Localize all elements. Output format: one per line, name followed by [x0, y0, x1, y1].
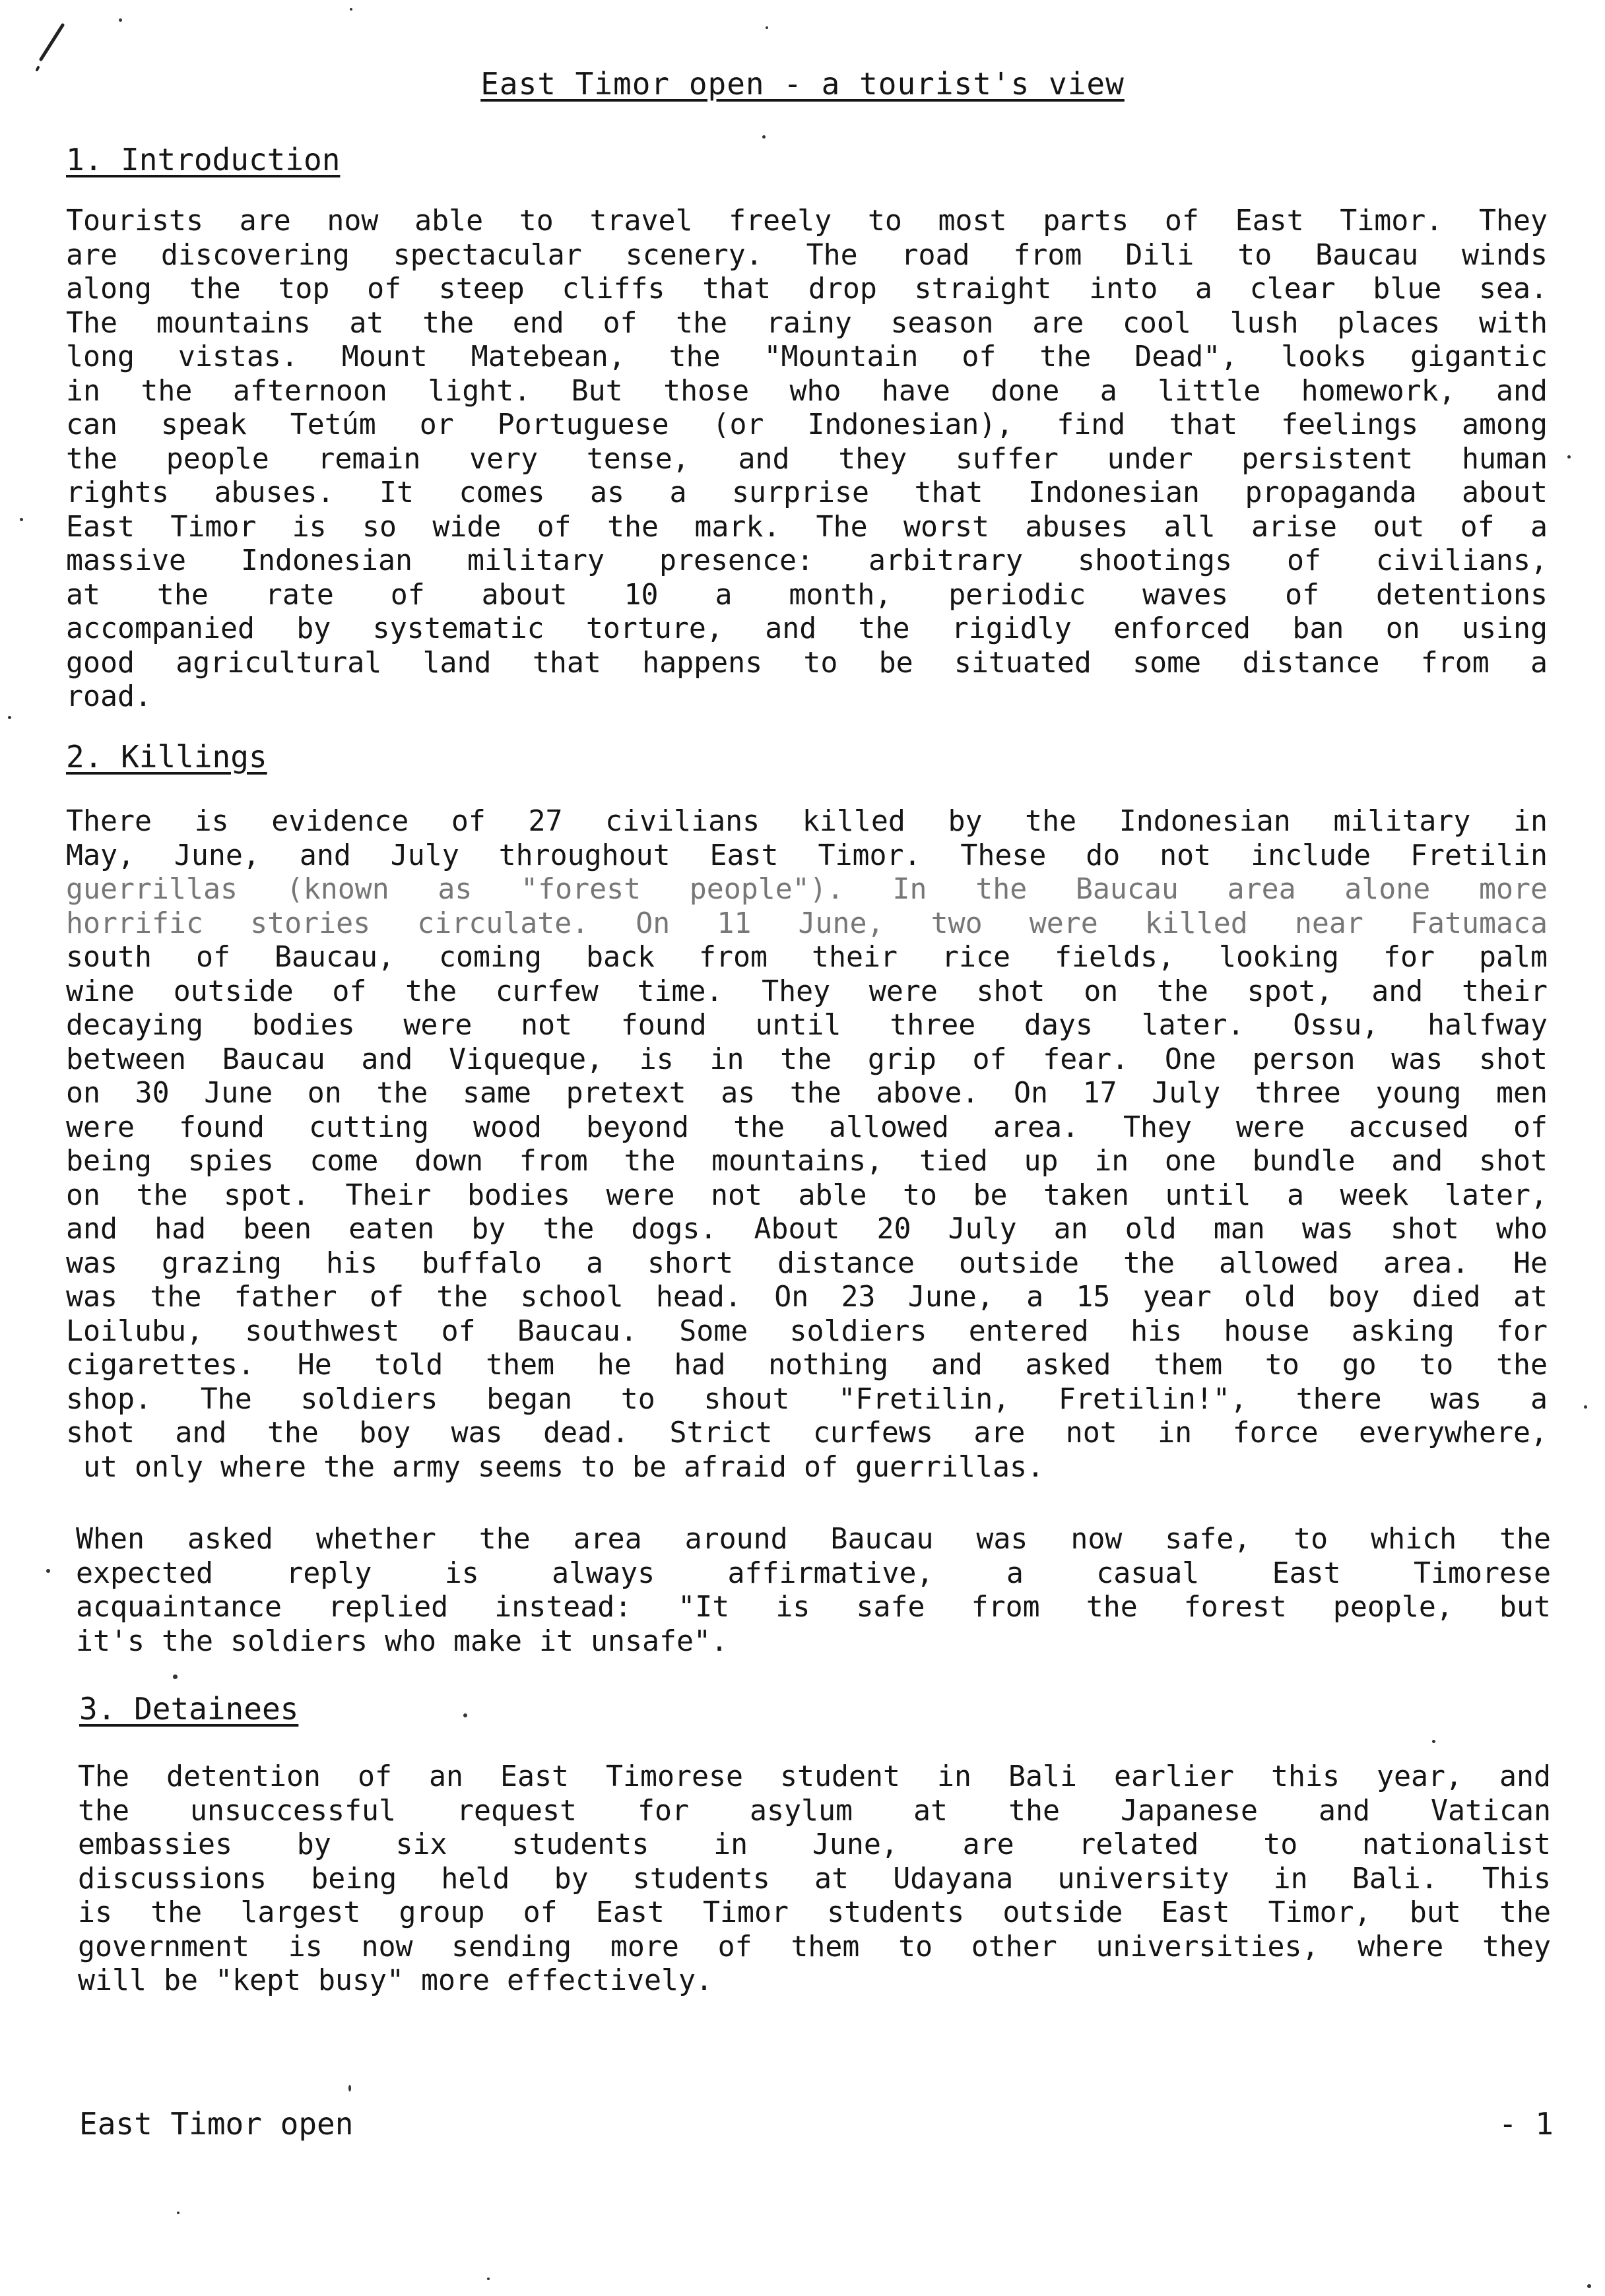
text-line: along the top of steep cliffs that drop straight into a clear blue sea.: [66, 272, 1548, 305]
text-line: East Timor is so wide of the mark. The worst abuses all arise out of a: [66, 510, 1548, 544]
text-line: the unsuccessful request for asylum at the Japanese and Vatican: [78, 1794, 1551, 1828]
text-line: road.: [66, 680, 152, 713]
text-line: in the afternoon light. But those who have done a little homework, and: [66, 374, 1548, 408]
text-line: Tourists are now able to travel freely to most parts of East Timor. They: [66, 205, 1548, 238]
text-line: shop. The soldiers began to shout "Fretilin, Fretilin!", there was a: [66, 1382, 1548, 1416]
text-line: decaying bodies were not found until three days later. Ossu, halfway: [66, 1009, 1548, 1042]
text-line: acquaintance replied instead: "It is safe from the forest people, but: [76, 1591, 1551, 1624]
scan-speck: [463, 1713, 467, 1717]
scan-speck: [8, 716, 11, 719]
paragraph-introduction: [66, 205, 1548, 715]
text-line: good agricultural land that happens to be situated some distance from a: [66, 646, 1548, 680]
text-line: There is evidence of 27 civilians killed by the Indonesian military in: [66, 805, 1548, 838]
text-line: on 30 June on the same pretext as the above. On 17 July three young men: [66, 1077, 1548, 1110]
text-line: Loilubu, southwest of Baucau. Some soldiers entered his house asking for: [66, 1314, 1548, 1348]
scan-speck: [46, 1569, 50, 1573]
text-line: government is now sending more of them to other universities, where they: [78, 1930, 1551, 1963]
text-line: discussions being held by students at Udayana university in Bali. This: [78, 1862, 1551, 1896]
scan-mark-stroke: [26, 20, 73, 73]
text-line: accompanied by systematic torture, and the rigidly enforced ban on using: [66, 612, 1548, 645]
text-line: wine outside of the curfew time. They were shot on the spot, and their: [66, 974, 1548, 1008]
paragraph-detainees: [78, 1760, 1551, 1998]
paragraph-quote: [76, 1523, 1551, 1659]
scan-speck: [1587, 2284, 1591, 2288]
section-heading-introduction: 1. Introduction: [66, 142, 341, 177]
text-line: horrific stories circulate. On 11 June, two were killed near Fatumaca: [66, 907, 1548, 940]
text-line: long vistas. Mount Matebean, the "Mountain of the Dead", looks gigantic: [66, 340, 1548, 373]
footer-document-name: East Timor open: [79, 2106, 354, 2142]
text-line: south of Baucau, coming back from their rice fields, looking for palm: [66, 941, 1548, 974]
scan-speck: [173, 1674, 178, 1679]
paragraph-killings: [66, 805, 1548, 1484]
text-line: between Baucau and Viqueque, is in the grip of fear. One person was shot: [66, 1042, 1548, 1076]
scan-speck: [20, 518, 23, 521]
text-line: guerrillas (known as "forest people"). In the Baucau area alone more: [66, 873, 1548, 906]
scan-speck: [487, 2278, 490, 2280]
text-line: massive Indonesian military presence: arbitrary shootings of civilians,: [66, 544, 1548, 577]
text-line: May, June, and July throughout East Timor. These do not include Fretilin: [66, 839, 1548, 872]
text-line: cigarettes. He told them he had nothing and asked them to go to the: [66, 1349, 1548, 1382]
footer-page-number: - 1: [1498, 2106, 1554, 2142]
text-line: was grazing his buffalo a short distance outside the allowed area. He: [66, 1246, 1548, 1280]
scan-speck: [762, 135, 766, 139]
text-line: on the spot. Their bodies were not able to be taken until a week later,: [66, 1178, 1548, 1212]
text-line: ut only where the army seems to be afraid of guerrillas.: [83, 1450, 1045, 1484]
text-line: is the largest group of East Timor students outside East Timor, but the: [78, 1896, 1551, 1929]
section-heading-detainees: 3. Detainees: [79, 1691, 299, 1727]
text-line: rights abuses. It comes as a surprise that Indonesian propaganda about: [66, 476, 1548, 509]
text-line: expected reply is always affirmative, a casual East Timorese: [76, 1556, 1551, 1590]
text-line: and had been eaten by the dogs. About 20 July an old man was shot who: [66, 1213, 1548, 1246]
document-title: East Timor open - a tourist's view: [480, 66, 1125, 102]
text-line: shot and the boy was dead. Strict curfews are not in force everywhere,: [66, 1417, 1548, 1450]
text-line: the people remain very tense, and they suffer under persistent human: [66, 442, 1548, 476]
text-line: embassies by six students in June, are related to nationalist: [78, 1828, 1551, 1861]
text-line: being spies come down from the mountains, tied up in one bundle and shot: [66, 1145, 1548, 1178]
scan-speck: [1567, 455, 1571, 459]
scan-speck: [350, 8, 352, 11]
text-line: was the father of the school head. On 23 June, a 15 year old boy died at: [66, 1281, 1548, 1314]
scan-speck: [177, 2212, 180, 2214]
text-line: will be "kept busy" more effectively.: [78, 1964, 713, 1997]
text-line: can speak Tetúm or Portuguese (or Indonesian), find that feelings among: [66, 408, 1548, 441]
scan-speck: [119, 18, 122, 22]
text-line: at the rate of about 10 a month, periodic waves of detentions: [66, 578, 1548, 612]
text-line: it's the soldiers who make it unsafe".: [76, 1624, 729, 1658]
scan-speck: [348, 2085, 351, 2091]
text-line: are discovering spectacular scenery. The road from Dili to Baucau winds: [66, 238, 1548, 272]
scan-speck: [766, 26, 768, 29]
text-line: were found cutting wood beyond the allowed area. They were accused of: [66, 1110, 1548, 1144]
text-line: The mountains at the end of the rainy season are cool lush places with: [66, 306, 1548, 340]
text-line: When asked whether the area around Baucau was now safe, to which the: [76, 1523, 1551, 1556]
scan-speck: [1432, 1740, 1435, 1743]
section-heading-killings: 2. Killings: [66, 739, 267, 775]
scan-speck: [1584, 1405, 1587, 1409]
text-line: The detention of an East Timorese student in Bali earlier this year, and: [78, 1760, 1551, 1793]
